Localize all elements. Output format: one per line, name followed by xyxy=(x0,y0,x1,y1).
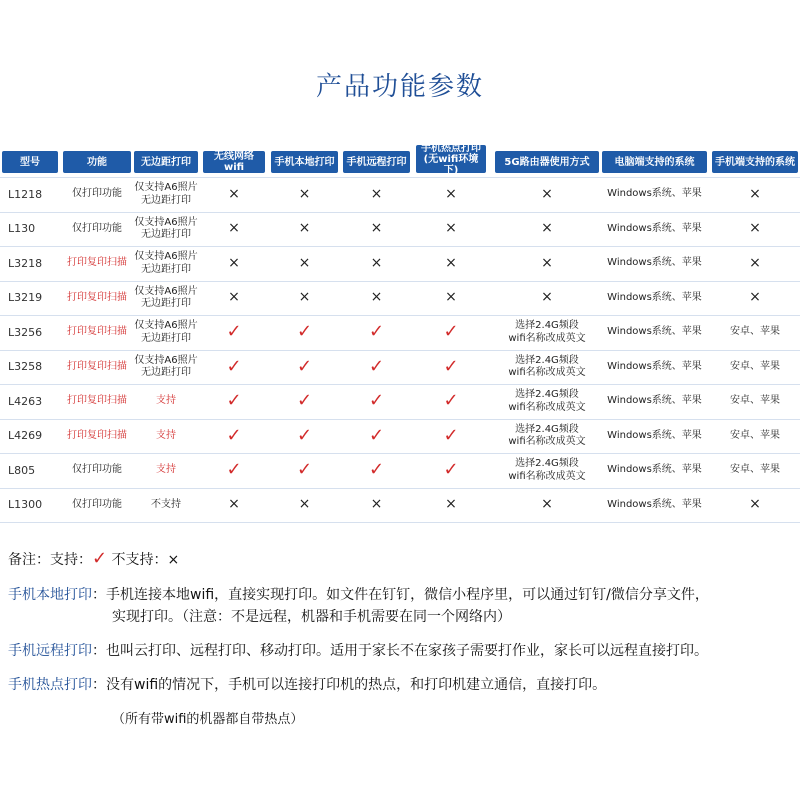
cell-wifi xyxy=(203,351,265,384)
table-row xyxy=(0,316,800,351)
table-row xyxy=(0,213,800,248)
cell-router: 选择2.4G频段 wifi名称改成英文 xyxy=(508,320,586,344)
cell-phone-system: × xyxy=(749,220,761,237)
cell-model: L1300 xyxy=(8,498,43,512)
cell-function: 打印复印扫描 xyxy=(67,395,127,407)
check-icon: ✓ xyxy=(226,459,242,481)
note-local-text: ：手机连接本地wifi，直接实现打印。如文件在钉钉，微信小程序里，可以通过钉钉/微信分享文件， xyxy=(92,587,709,603)
cell-borderless: 仅支持A6照片 无边距打印 xyxy=(134,320,198,344)
cross-icon: × xyxy=(370,220,383,237)
cross-icon: × xyxy=(445,220,457,237)
cell-local xyxy=(271,316,338,349)
cell-hotspot xyxy=(416,316,486,349)
check-icon: ✓ xyxy=(296,355,313,377)
cell-remote xyxy=(343,247,410,280)
cell-borderless: 支持 xyxy=(156,464,176,476)
cross-icon: × xyxy=(228,185,240,202)
check-icon: ✓ xyxy=(226,355,242,377)
cell-remote xyxy=(343,489,410,522)
cross-icon: × xyxy=(298,185,311,202)
check-icon: ✓ xyxy=(443,321,459,343)
cross-icon: × xyxy=(298,254,311,271)
check-icon: ✓ xyxy=(443,459,459,481)
cross-icon: × xyxy=(298,496,311,513)
cell-phone-system: 安卓、苹果 xyxy=(730,429,780,441)
check-icon: ✓ xyxy=(226,390,242,412)
cross-icon: × xyxy=(228,496,240,513)
table-row xyxy=(0,351,800,386)
cell-router: × xyxy=(541,289,553,306)
cell-borderless: 仅支持A6照片 无边距打印 xyxy=(134,216,198,240)
cell-router: × xyxy=(541,185,553,202)
check-icon: ✓ xyxy=(368,321,385,343)
cell-phone-system: 安卓、苹果 xyxy=(730,326,780,338)
check-icon: ✓ xyxy=(296,424,313,446)
cell-pc-system: Windows系统、苹果 xyxy=(607,188,702,200)
note-remote xyxy=(8,640,708,660)
cell-hotspot xyxy=(416,454,486,487)
header-borderless: 无边距打印 xyxy=(134,151,198,173)
cell-wifi xyxy=(203,420,265,453)
cell-model: L805 xyxy=(8,463,36,477)
cell-local xyxy=(271,213,338,246)
cross-icon: × xyxy=(445,254,457,271)
note-remote-text: ：也叫云打印、远程打印、移动打印。适用于家长不在家孩子需要打作业，家长可以远程直接打印。 xyxy=(92,643,708,659)
note-hotspot-label: 手机热点打印 xyxy=(8,677,92,693)
cell-router: 选择2.4G频段 wifi名称改成英文 xyxy=(508,354,586,378)
header-function: 功能 xyxy=(63,151,131,173)
cell-hotspot xyxy=(416,282,486,315)
check-icon: ✓ xyxy=(296,390,313,412)
page-title: 产品功能参数 xyxy=(315,72,484,102)
cell-model: L3258 xyxy=(8,360,43,374)
cell-phone-system: × xyxy=(749,289,761,306)
cell-borderless: 仅支持A6照片 无边距打印 xyxy=(134,251,198,275)
cell-hotspot xyxy=(416,489,486,522)
cross-icon: × xyxy=(445,496,457,513)
cell-function: 仅打印功能 xyxy=(72,188,122,200)
cell-local xyxy=(271,489,338,522)
cell-model: L3219 xyxy=(8,291,43,305)
cell-pc-system: Windows系统、苹果 xyxy=(607,257,702,269)
table-header-row xyxy=(0,142,800,178)
cross-icon: × xyxy=(228,254,240,271)
cell-wifi xyxy=(203,247,265,280)
header-local-print: 手机本地打印 xyxy=(271,151,338,173)
cell-model: L3256 xyxy=(8,325,43,339)
cell-hotspot xyxy=(416,213,486,246)
cell-hotspot xyxy=(416,178,486,211)
note-hotspot-sub: （所有带wifi的机器都自带热点） xyxy=(112,712,304,727)
cell-remote xyxy=(343,454,410,487)
cross-icon: × xyxy=(370,496,383,513)
check-icon: ✓ xyxy=(368,390,385,412)
cell-phone-system: 安卓、苹果 xyxy=(730,464,780,476)
cell-pc-system: Windows系统、苹果 xyxy=(607,222,702,234)
table-row xyxy=(0,247,800,282)
cell-hotspot xyxy=(416,385,486,418)
yes-mark-icon: ✓ xyxy=(92,548,108,569)
cell-local xyxy=(271,385,338,418)
check-icon: ✓ xyxy=(368,459,385,481)
note-local xyxy=(8,584,709,604)
cell-borderless: 仅支持A6照片 无边距打印 xyxy=(134,354,198,378)
cell-function: 仅打印功能 xyxy=(72,222,122,234)
cell-function: 打印复印扫描 xyxy=(67,360,127,372)
table-row xyxy=(0,489,800,524)
check-icon: ✓ xyxy=(368,424,385,446)
check-icon: ✓ xyxy=(296,321,313,343)
cell-borderless: 支持 xyxy=(156,395,176,407)
cell-function: 仅打印功能 xyxy=(72,464,122,476)
cell-model: L1218 xyxy=(8,187,43,201)
cell-borderless: 仅支持A6照片 无边距打印 xyxy=(134,182,198,206)
check-icon: ✓ xyxy=(226,424,242,446)
cell-pc-system: Windows系统、苹果 xyxy=(607,395,702,407)
note-hotspot xyxy=(8,674,606,694)
cell-model: L4269 xyxy=(8,429,43,443)
check-icon: ✓ xyxy=(368,355,385,377)
table-row xyxy=(0,420,800,455)
cell-model: L130 xyxy=(8,222,36,236)
cell-phone-system: × xyxy=(749,254,761,271)
cell-phone-system: × xyxy=(749,185,761,202)
table-row xyxy=(0,282,800,317)
cell-borderless: 不支持 xyxy=(151,498,181,510)
cross-icon: × xyxy=(228,220,240,237)
cell-model: L4263 xyxy=(8,394,43,408)
cell-hotspot xyxy=(416,420,486,453)
cross-icon: × xyxy=(298,289,311,306)
legend-prefix: 备注：支持： xyxy=(8,552,92,568)
cell-function: 打印复印扫描 xyxy=(67,429,127,441)
cell-router: 选择2.4G频段 wifi名称改成英文 xyxy=(508,423,586,447)
cell-function: 打印复印扫描 xyxy=(67,326,127,338)
spec-table xyxy=(0,142,800,523)
cell-remote xyxy=(343,316,410,349)
cross-icon: × xyxy=(370,254,383,271)
table-row xyxy=(0,454,800,489)
cell-wifi xyxy=(203,489,265,522)
cell-phone-system: × xyxy=(749,496,761,513)
check-icon: ✓ xyxy=(226,321,242,343)
cell-pc-system: Windows系统、苹果 xyxy=(607,360,702,372)
cell-local xyxy=(271,178,338,211)
header-router: 5G路由器使用方式 xyxy=(495,151,599,173)
cell-wifi xyxy=(203,178,265,211)
cell-router: × xyxy=(541,254,553,271)
cross-icon: × xyxy=(298,220,311,237)
cell-router: 选择2.4G频段 wifi名称改成英文 xyxy=(508,389,586,413)
cell-function: 打印复印扫描 xyxy=(67,257,127,269)
cell-remote xyxy=(343,213,410,246)
cell-local xyxy=(271,454,338,487)
cell-hotspot xyxy=(416,247,486,280)
legend-mid: 不支持： xyxy=(107,552,168,568)
header-pc-system: 电脑端支持的系统 xyxy=(602,151,707,173)
cell-pc-system: Windows系统、苹果 xyxy=(607,291,702,303)
header-hotspot-print: 手机热点打印 (无wifi环境下) xyxy=(416,145,486,173)
cell-phone-system: 安卓、苹果 xyxy=(730,360,780,372)
cell-wifi xyxy=(203,213,265,246)
cell-hotspot xyxy=(416,351,486,384)
cell-router: 选择2.4G频段 wifi名称改成英文 xyxy=(508,458,586,482)
cross-icon: × xyxy=(370,289,383,306)
cell-pc-system: Windows系统、苹果 xyxy=(607,326,702,338)
check-icon: ✓ xyxy=(296,459,313,481)
cell-function: 打印复印扫描 xyxy=(67,291,127,303)
note-local-label: 手机本地打印 xyxy=(8,587,92,603)
cell-borderless: 支持 xyxy=(156,429,176,441)
cell-model: L3218 xyxy=(8,256,43,270)
no-mark-icon: × xyxy=(167,552,180,568)
cell-remote xyxy=(343,385,410,418)
check-icon: ✓ xyxy=(443,390,459,412)
note-local-cont: 实现打印。（注意：不是远程，机器和手机需要在同一个网络内） xyxy=(112,609,511,625)
cross-icon: × xyxy=(445,289,457,306)
cell-router: × xyxy=(541,220,553,237)
check-icon: ✓ xyxy=(443,424,459,446)
cell-pc-system: Windows系统、苹果 xyxy=(607,498,702,510)
cell-wifi xyxy=(203,454,265,487)
cell-remote xyxy=(343,420,410,453)
cell-phone-system: 安卓、苹果 xyxy=(730,395,780,407)
header-remote-print: 手机远程打印 xyxy=(343,151,410,173)
cell-function: 仅打印功能 xyxy=(72,498,122,510)
legend-line xyxy=(8,548,179,569)
cell-wifi xyxy=(203,385,265,418)
cross-icon: × xyxy=(228,289,240,306)
cell-local xyxy=(271,420,338,453)
header-model: 型号 xyxy=(2,151,58,173)
cell-borderless: 仅支持A6照片 无边距打印 xyxy=(134,285,198,309)
cell-pc-system: Windows系统、苹果 xyxy=(607,429,702,441)
header-wifi: 无线网络wifi xyxy=(203,151,265,173)
cell-remote xyxy=(343,351,410,384)
table-body xyxy=(0,178,800,523)
cell-local xyxy=(271,247,338,280)
cell-router: × xyxy=(541,496,553,513)
note-hotspot-text: ：没有wifi的情况下，手机可以连接打印机的热点，和打印机建立通信，直接打印。 xyxy=(92,677,607,693)
header-phone-system: 手机端支持的系统 xyxy=(712,151,798,173)
cross-icon: × xyxy=(445,185,457,202)
check-icon: ✓ xyxy=(443,355,459,377)
cell-remote xyxy=(343,178,410,211)
cell-wifi xyxy=(203,282,265,315)
cell-wifi xyxy=(203,316,265,349)
cell-local xyxy=(271,351,338,384)
cell-pc-system: Windows系统、苹果 xyxy=(607,464,702,476)
table-row xyxy=(0,385,800,420)
cell-local xyxy=(271,282,338,315)
note-remote-label: 手机远程打印 xyxy=(8,643,92,659)
cell-remote xyxy=(343,282,410,315)
table-row xyxy=(0,178,800,213)
cross-icon: × xyxy=(370,185,383,202)
